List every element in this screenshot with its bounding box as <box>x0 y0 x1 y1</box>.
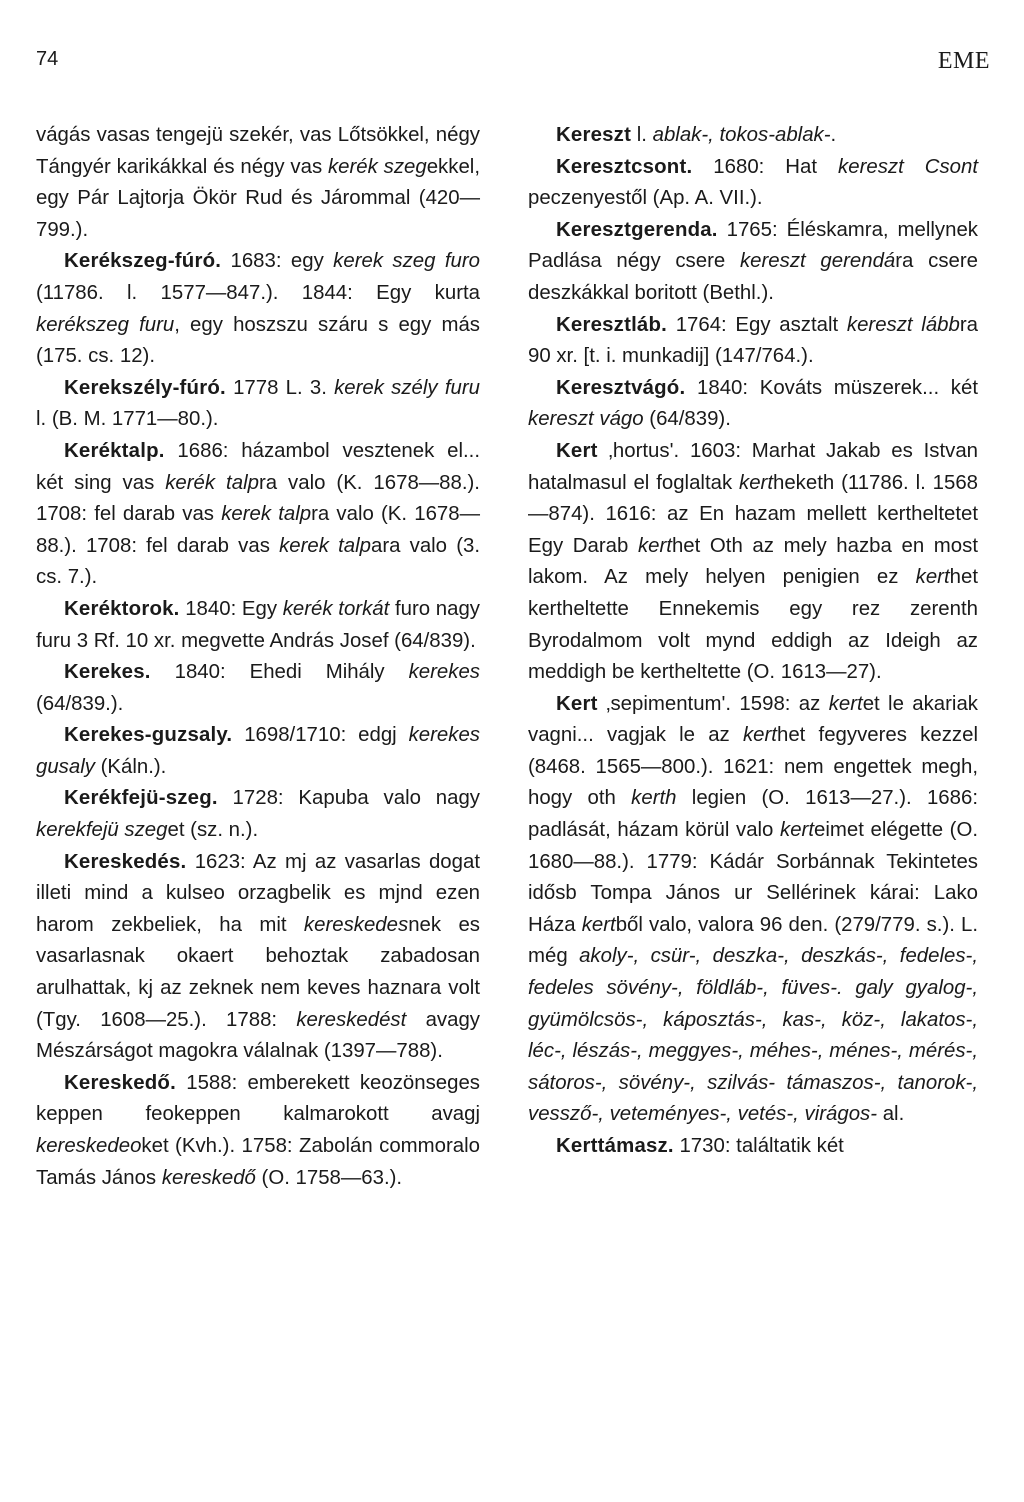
entry-headword: Keresztvágó. <box>556 376 686 399</box>
entry-text: het fegyveres kezzel (8468. 1565—800.). 1621: nem engettek megh, hogy oth <box>528 724 978 810</box>
entry-text: 1683: egy <box>221 250 334 273</box>
entry-headword: Kereskedő. <box>64 1071 176 1094</box>
italic-term: kerek szély furu <box>334 376 480 399</box>
italic-term: kerek talp <box>221 503 312 526</box>
dictionary-entry <box>528 215 978 310</box>
dictionary-entry <box>528 1131 978 1163</box>
entry-text: (64/839.). <box>36 692 124 715</box>
entry-text: , egy hoszszu száru s egy más (175. cs. 12). <box>36 313 480 368</box>
entry-text: ra csere deszkákkal boritott (Bethl.). <box>528 250 978 304</box>
dictionary-entry <box>36 847 480 1068</box>
italic-term: kereszt lább <box>846 313 960 336</box>
entry-headword: Kerekes. <box>64 661 151 684</box>
entry-text: avagy Mészárságot magokra válalnak (1397—788). <box>36 1008 481 1063</box>
entry-text: 1778 L. 3. <box>225 376 335 399</box>
dictionary-entry <box>36 120 480 246</box>
italic-term: kert <box>828 692 863 715</box>
entry-text: ra 90 xr. [t. i. munkadij] (147/764.). <box>528 313 978 368</box>
entry-headword: Keréktorok. <box>64 597 180 620</box>
entry-text: 1698/1710: edgj <box>232 724 409 747</box>
entry-text: (Káln.). <box>94 755 167 778</box>
italic-term: kert <box>780 819 815 842</box>
entry-text: 1730: találtatik két <box>673 1135 844 1157</box>
entry-text: l. <box>631 124 653 146</box>
dictionary-entry <box>528 689 978 1131</box>
entry-text: 1728: Kapuba valo nagy <box>217 787 480 810</box>
entry-text: ‚sepimentum'. 1598: az <box>597 692 829 715</box>
entry-text: legien (O. 1613—27.). 1686: padlását, házam körül valo <box>528 787 978 842</box>
entry-headword: Kert <box>556 692 598 715</box>
entry-text: het Oth az mely hazba en most lakom. Az mely helyen penigien ez <box>528 534 978 589</box>
entry-text: . <box>830 124 837 146</box>
italic-term: kereszt vágo <box>528 408 644 431</box>
entry-headword: Keresztgerenda. <box>556 218 718 241</box>
dictionary-entry <box>36 783 480 846</box>
italic-term: kerék torkát <box>282 597 390 620</box>
dictionary-entry <box>36 594 480 657</box>
italic-term: kerékszeg furu <box>36 313 175 336</box>
entry-text: (O. 1758—63.). <box>255 1166 403 1189</box>
entry-text: 1840: Ehedi Mihály <box>150 661 409 684</box>
italic-term: kert <box>915 566 950 589</box>
dictionary-entry <box>36 436 480 594</box>
entry-text: et le akariak vagni... vagjak le az <box>528 692 978 747</box>
italic-term: akoly-, csür-, deszka-, deszkás-, fedeles-, fedeles sövény-, földláb-, füves-. galy gyalog-, gyümölcsös-, káposztás-, kas-, köz-, lakatos-, léc-, lészás-, meggyes-, méhes-, ménes-, mérés-, sátoros-, sövény-, szilvás- támaszos-, tanorok-, vessző-, veteményes-, vetés-, virágos- <box>528 945 978 1126</box>
entry-text: (64/839). <box>643 408 731 431</box>
entry-text: peczenyestől (Ap. A. VII.). <box>528 187 763 210</box>
entry-headword: Keresztláb. <box>556 313 667 336</box>
italic-term: kereskedő <box>161 1166 256 1189</box>
entry-text: eimet elégette (O. 1680—88.). 1779: Kádár Sorbánnak Tekintetes idősb Tompa János ur Sellérinek kárai: Lako Háza <box>528 819 978 936</box>
entry-text: vágás vasas tengejü szekér, vas Lőtsökkel, négy Tángyér karikákkal és négy vas <box>36 124 480 178</box>
entry-text: al. <box>877 1103 905 1126</box>
entry-text: ‚hortus'. 1603: Marhat Jakab es Istvan hatalmasul el foglaltak <box>528 439 978 494</box>
entry-text: 1588: emberekett keozönseges keppen feokeppen kalmarokott avagj <box>36 1071 480 1126</box>
italic-term: kerekes <box>408 661 480 684</box>
entry-headword: Kerekes-guzsaly. <box>64 724 233 747</box>
italic-term: ablak-, tokos-ablak- <box>652 124 831 146</box>
entry-text: 1765: Éléskamra, mellynek Padlása négy csere <box>528 218 978 273</box>
entry-text: l. (B. M. 1771—80.). <box>36 408 219 431</box>
entry-text: ből valo, valora 96 den. (279/779. s.). L. még <box>528 913 978 968</box>
dictionary-entry <box>36 657 480 720</box>
italic-term: kert <box>581 913 616 936</box>
entry-text: 1623: Az mj az vasarlas dogat illeti mind a kulseo orzagbelik es mjnd ezen harom zekbeliek, ha mit <box>36 850 480 936</box>
entry-text: ra valo (K. 1678—88.). 1708: fel darab vas <box>36 471 480 526</box>
dictionary-entry <box>528 436 978 689</box>
dictionary-entry <box>36 373 480 436</box>
entry-text: et (sz. n.). <box>167 819 259 842</box>
dictionary-entry <box>36 246 480 372</box>
italic-term: kert <box>742 724 777 747</box>
header-mark: EME <box>937 48 990 74</box>
entry-headword: Kerttámasz. <box>556 1135 674 1157</box>
entry-headword: Keresztcsont. <box>556 155 693 178</box>
entry-text: 1686: házambol vesztenek el... két sing vas <box>36 439 480 494</box>
italic-term: kerék talp <box>165 471 259 494</box>
entry-headword: Kerékfejü-szeg. <box>64 787 218 810</box>
italic-term: kerek szeg furo <box>333 250 480 273</box>
italic-term: kereszt Csont <box>838 155 978 178</box>
italic-term: kerekes gusaly <box>36 724 480 778</box>
entry-headword: Kereskedés. <box>64 850 187 873</box>
entry-headword: Keréktalp. <box>64 439 165 462</box>
dictionary-entry <box>528 120 978 152</box>
italic-term: kerekfejü szeg <box>36 819 168 842</box>
entry-text: ekkel, egy Pár Lajtorja Ökör Rud és Járommal (420—799.). <box>36 155 480 241</box>
entry-text: nek es vasarlasnak okaert behoztak zabadosan arulhattak, kj az zeknek nem keves haznara volt (Tgy. 1608—25.). 1788: <box>36 913 480 1031</box>
italic-term: kereskedeo <box>36 1135 142 1157</box>
entry-text: ra valo (K. 1678—88.). 1708: fel darab vas <box>36 503 481 557</box>
entry-text: ara valo (3. cs. 7.). <box>36 534 480 589</box>
left-column <box>36 120 480 1194</box>
entry-text: 1840: Kováts müszerek... két <box>685 376 978 399</box>
italic-term: kert <box>637 534 672 557</box>
entry-text: heketh (11786. l. 1568—874). 1616: az En hazam mellett kertheltetet Egy Darab <box>528 471 978 557</box>
italic-term: kert <box>739 471 773 494</box>
entry-text: 1764: Egy asztalt <box>667 313 847 336</box>
entry-headword: Kert <box>556 439 598 462</box>
dictionary-entry <box>36 720 480 783</box>
entry-text: 1680: Hat <box>692 155 839 178</box>
italic-term: kereskedes <box>303 913 409 936</box>
right-column <box>528 120 978 1163</box>
entry-text: het kertheltette Ennekemis egy rez zerenth Byrodalmom volt mynd eddigh az Ideigh az meddigh be kertheltette (O. 1613—27). <box>528 566 978 684</box>
entry-headword: Kerékszeg-fúró. <box>64 250 222 273</box>
italic-term: kereskedést <box>296 1008 407 1031</box>
entry-text: (11786. l. 1577—847.). 1844: Egy kurta <box>36 281 480 304</box>
dictionary-entry <box>36 1068 480 1194</box>
entry-text: furo nagy furu 3 Rf. 10 xr. megvette András Josef (64/839). <box>36 597 480 652</box>
entry-text: 1840: Egy <box>179 597 283 620</box>
page-number: 74 <box>36 48 59 70</box>
italic-term: kerék szeg <box>327 155 427 178</box>
italic-term: kerth <box>631 787 677 810</box>
italic-term: kereszt gerendá <box>739 250 896 273</box>
entry-text: ket (Kvh.). 1758: Zabolán commoralo Tamás János <box>36 1135 480 1189</box>
italic-term: kerek talp <box>279 534 371 557</box>
entry-headword: Kerekszély-fúró. <box>64 376 226 399</box>
dictionary-entry <box>528 373 978 436</box>
dictionary-entry <box>528 152 978 215</box>
dictionary-entry <box>528 310 978 373</box>
entry-headword: Kereszt <box>556 124 632 146</box>
